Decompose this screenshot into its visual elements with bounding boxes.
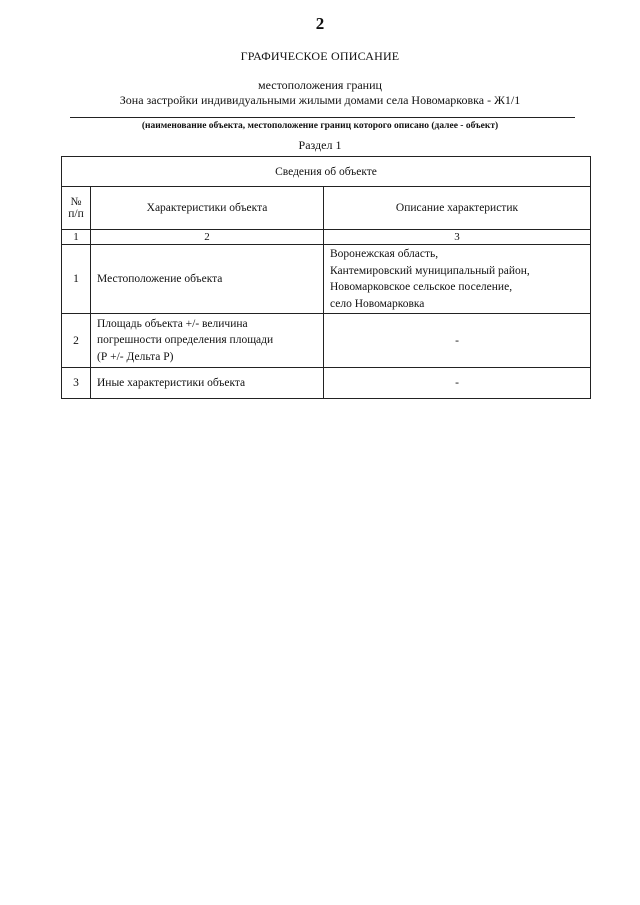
- document-title: ГРАФИЧЕСКОЕ ОПИСАНИЕ: [240, 49, 400, 63]
- description-line: Воронежская область,: [330, 248, 439, 260]
- row-description: -: [324, 368, 591, 399]
- table-row: [62, 314, 591, 368]
- description-line: село Новомарковка: [330, 297, 425, 310]
- table-header-row: [62, 157, 591, 187]
- section-title: Раздел 1: [298, 138, 342, 152]
- table-header: Сведения об объекте: [62, 157, 591, 187]
- description-line: Кантемировский муниципальный район,: [330, 264, 530, 277]
- column-index-2: 2: [91, 230, 324, 245]
- column-header-number-line-1: №: [70, 196, 82, 208]
- column-index-3: 3: [324, 230, 591, 245]
- object-name-caption: (наименование объекта, местоположение границ которого описано (далее - объект): [141, 121, 499, 131]
- column-header-number: [62, 187, 91, 230]
- characteristic-line: Местоположение объекта: [97, 272, 223, 285]
- row-description: [324, 245, 591, 314]
- object-name: Зона застройки индивидуальными жилыми домами села Новомарковка - Ж1/1: [119, 93, 521, 107]
- document-subtitle: местоположения границ: [258, 78, 382, 92]
- row-number: 2: [62, 314, 91, 368]
- row-characteristic: Иные характеристики объекта: [91, 368, 324, 399]
- description-line: Новомарковское сельское поселение,: [330, 281, 513, 293]
- column-index-1: 1: [62, 230, 91, 245]
- characteristic-line: Площадь объекта +/- величина: [97, 317, 248, 330]
- row-number: 3: [62, 368, 91, 399]
- row-characteristic: [91, 314, 324, 368]
- column-header-description: Описание характеристик: [324, 187, 591, 230]
- characteristic-line: (Р +/- Дельта Р): [97, 350, 174, 363]
- column-header-number-line-2: п/п: [68, 208, 84, 220]
- object-info-table: [61, 156, 591, 399]
- table-row: [62, 368, 591, 399]
- column-index-row: [62, 230, 591, 245]
- table-row: [62, 245, 591, 314]
- column-header-characteristic: Характеристики объекта: [91, 187, 324, 230]
- row-description: -: [324, 314, 591, 368]
- page-number: 2: [315, 14, 325, 33]
- row-number: 1: [62, 245, 91, 314]
- characteristic-line: погрешности определения площади: [97, 334, 274, 347]
- column-headers-row: [62, 187, 591, 230]
- row-characteristic: [91, 245, 324, 314]
- object-name-underline: [70, 117, 575, 118]
